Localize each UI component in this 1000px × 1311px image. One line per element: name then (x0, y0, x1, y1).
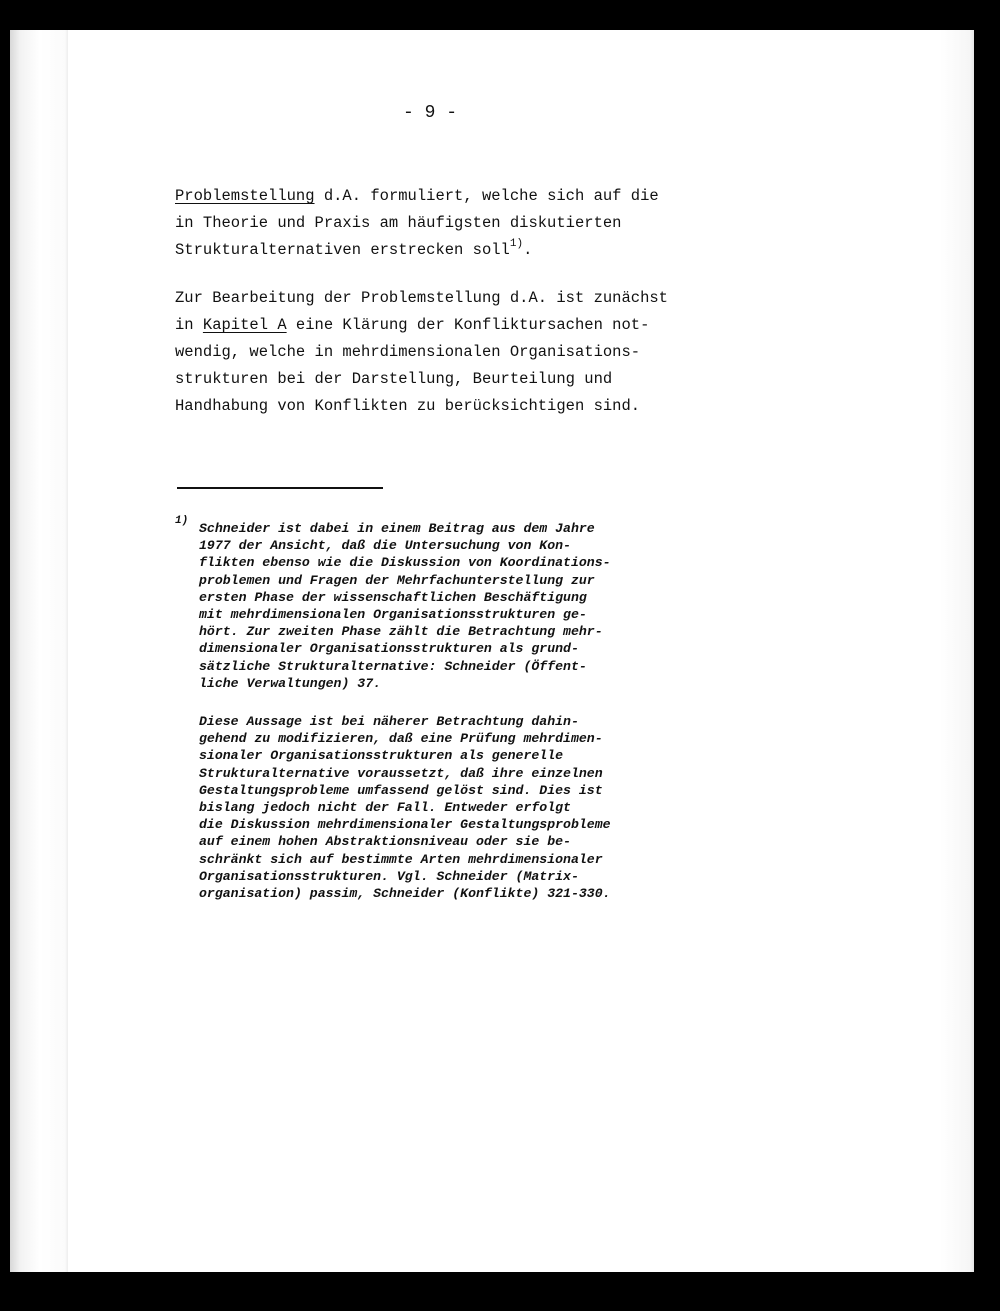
footnote-line: sionaler Organisationsstrukturen als generelle (199, 748, 564, 764)
footnote-line: Gestaltungsprobleme umfassend gelöst sind. Dies ist (199, 782, 603, 798)
text-line: Zur Bearbeitung der Problemstellung d.A. ist zunächst (175, 289, 668, 307)
footnote-separator (177, 487, 383, 489)
text-segment: . (523, 241, 533, 259)
footnote-part-1 (175, 515, 755, 692)
text-line: Handhabung von Konflikten zu berücksichtigen sind. (175, 397, 641, 415)
footnote-part-2 (175, 713, 755, 902)
footnote-line: Organisationsstrukturen. Vgl. Schneider (Matrix- (199, 868, 579, 884)
footnote-line: 1977 der Ansicht, daß die Untersuchung von Kon- (199, 538, 571, 554)
underlined-term: Problemstellung (175, 187, 315, 205)
text-segment: d.A. formuliert, welche sich auf die (314, 187, 659, 205)
footnote-line: gehend zu modifizieren, daß eine Prüfung mehrdimen- (199, 731, 603, 747)
text-line: wendig, welche in mehrdimensionalen Organisations- (175, 343, 641, 361)
paragraph-bearbeitung (175, 285, 755, 420)
footnote-line: organisation) passim, Schneider (Konflikte) 321-330. (199, 886, 611, 902)
text-segment: eine Klärung der Konfliktursachen not- (286, 316, 650, 334)
page-number: - 9 - (402, 103, 457, 123)
text-segment: in (175, 316, 203, 334)
footnote-line: bislang jedoch nicht der Fall. Entweder erfolgt (199, 800, 571, 816)
footnote-reference: 1) (509, 238, 524, 250)
footnote-line: liche Verwaltungen) 37. (199, 675, 382, 691)
footnote-line: mit mehrdimensionalen Organisationsstrukturen ge- (199, 607, 587, 623)
footnote-line: auf einem hohen Abstraktionsniveau oder sie be- (199, 834, 571, 850)
text-line (175, 183, 755, 210)
footnote-line: problemen und Fragen der Mehrfachunterstellung zur (199, 572, 595, 588)
footnote-line: hört. Zur zweiten Phase zählt die Betrachtung mehr- (199, 624, 603, 640)
footnote-line: Strukturalternative voraussetzt, daß ihre einzelnen (199, 765, 603, 781)
footnote-line: die Diskussion mehrdimensionaler Gestaltungsprobleme (199, 817, 611, 833)
paragraph-problemstellung (175, 183, 755, 264)
underlined-term: Kapitel A (202, 316, 287, 334)
page-binding-shadow (10, 30, 68, 1272)
footnote-line: schränkt sich auf bestimmte Arten mehrdimensionaler (199, 851, 603, 867)
footnote-line: ersten Phase der wissenschaftlichen Beschäftigung (199, 589, 587, 605)
text-line: strukturen bei der Darstellung, Beurteilung und (175, 370, 613, 388)
footnote-mark: 1) (175, 515, 189, 527)
text-line (175, 312, 755, 339)
text-line: in Theorie und Praxis am häufigsten diskutierten (175, 214, 622, 232)
page-edge-shadow (940, 30, 974, 1272)
text-line (175, 237, 755, 264)
footnote-line: Diese Aussage ist bei näherer Betrachtung dahin- (199, 714, 579, 729)
footnote-line: sätzliche Strukturalternative: Schneider (Öffent- (199, 658, 587, 674)
footnote-line: Schneider ist dabei in einem Beitrag aus dem Jahre (199, 521, 595, 536)
footnote-line: flikten ebenso wie die Diskussion von Koordinations- (199, 555, 611, 571)
text-segment: Strukturalternativen erstrecken soll (175, 241, 510, 259)
footnote-line: dimensionaler Organisationsstrukturen als grund- (199, 641, 579, 657)
